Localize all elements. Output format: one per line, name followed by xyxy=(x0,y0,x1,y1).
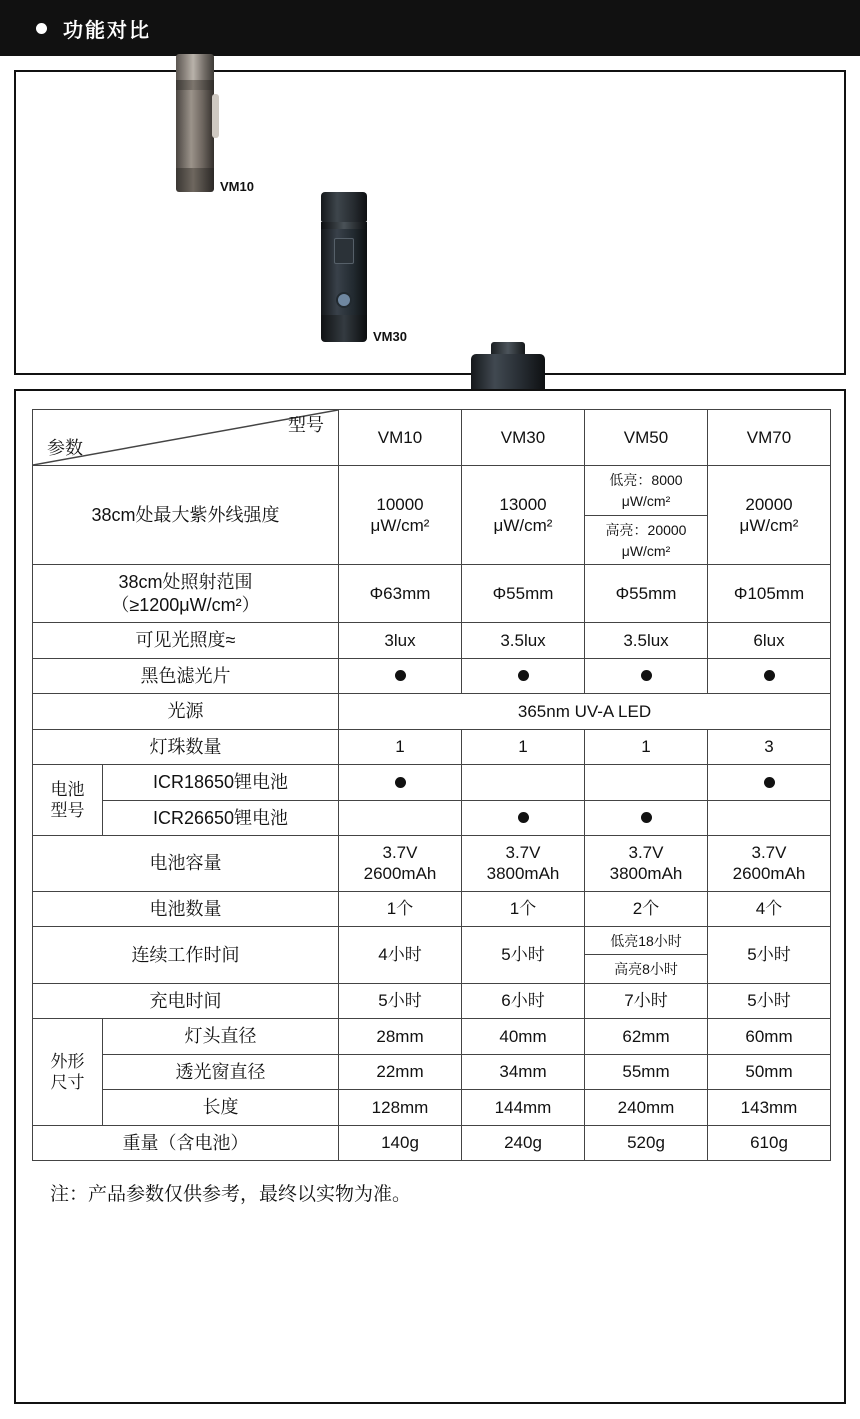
filled-dot-icon xyxy=(395,777,406,788)
page-title: 功能对比 xyxy=(63,19,151,42)
row-label-battery-26650: ICR26650锂电池 xyxy=(103,800,339,836)
cell-beam-range-vm30: Φ55mm xyxy=(462,565,585,623)
filled-dot-icon xyxy=(764,777,775,788)
filled-dot-icon xyxy=(518,812,529,823)
cell-battery-count-vm50: 2个 xyxy=(585,891,708,927)
table-row xyxy=(33,694,831,730)
cell-beam-range-vm50: Φ55mm xyxy=(585,565,708,623)
table-row xyxy=(33,1054,831,1090)
cell-visible-illuminance-vm10: 3lux xyxy=(339,623,462,659)
cell-beam-range-vm10: Φ63mm xyxy=(339,565,462,623)
cell-weight-vm10: 140g xyxy=(339,1125,462,1161)
corner-model-label: 型号 xyxy=(288,415,324,435)
table-row xyxy=(33,466,831,565)
table-row xyxy=(33,765,831,801)
filled-dot-icon xyxy=(764,670,775,681)
cell-battery-count-vm30: 1个 xyxy=(462,891,585,927)
cell-weight-vm30: 240g xyxy=(462,1125,585,1161)
row-group-dimensions: 外形 尺寸 xyxy=(33,1019,103,1126)
table-row xyxy=(33,623,831,659)
table-header-row xyxy=(33,410,831,466)
bullet-dot-icon xyxy=(36,23,47,34)
cell-led-count-vm10: 1 xyxy=(339,729,462,765)
cell-beam-range-vm70: Φ105mm xyxy=(708,565,831,623)
cell-battery-18650-vm10 xyxy=(339,765,462,801)
corner-param-label: 参数 xyxy=(47,437,83,458)
cell-battery-count-vm70: 4个 xyxy=(708,891,831,927)
cell-battery-26650-vm70 xyxy=(708,800,831,836)
row-label-visible-illuminance: 可见光照度≈ xyxy=(33,623,339,659)
cell-length-vm10: 128mm xyxy=(339,1090,462,1126)
cell-visible-illuminance-vm70: 6lux xyxy=(708,623,831,659)
cell-uv-intensity-vm70: 20000 μW/cm² xyxy=(708,466,831,565)
model-header-vm50: VM50 xyxy=(585,410,708,466)
table-row xyxy=(33,565,831,623)
cell-window-diameter-vm10: 22mm xyxy=(339,1054,462,1090)
cell-battery-26650-vm10 xyxy=(339,800,462,836)
cell-head-diameter-vm10: 28mm xyxy=(339,1019,462,1055)
cell-battery-18650-vm50 xyxy=(585,765,708,801)
table-row xyxy=(33,658,831,694)
cell-uv-intensity-vm30: 13000 μW/cm² xyxy=(462,466,585,565)
cell-uv-intensity-vm50: 低亮：8000 μW/cm² 高亮：20000 μW/cm² xyxy=(585,466,708,565)
cell-led-count-vm50: 1 xyxy=(585,729,708,765)
cell-led-count-vm30: 1 xyxy=(462,729,585,765)
model-header-vm10: VM10 xyxy=(339,410,462,466)
row-label-head-diameter: 灯头直径 xyxy=(103,1019,339,1055)
row-label-window-diameter: 透光窗直径 xyxy=(103,1054,339,1090)
cell-black-filter-vm70 xyxy=(708,658,831,694)
table-row xyxy=(33,729,831,765)
filled-dot-icon xyxy=(641,670,652,681)
cell-weight-vm50: 520g xyxy=(585,1125,708,1161)
cell-battery-capacity-vm50: 3.7V 3800mAh xyxy=(585,836,708,892)
row-label-light-source: 光源 xyxy=(33,694,339,730)
row-value-light-source: 365nm UV-A LED xyxy=(339,694,831,730)
section-header xyxy=(0,0,860,56)
product-label-vm10: VM10 xyxy=(220,179,254,194)
cell-battery-count-vm10: 1个 xyxy=(339,891,462,927)
model-header-vm70: VM70 xyxy=(708,410,831,466)
cell-window-diameter-vm50: 55mm xyxy=(585,1054,708,1090)
cell-battery-capacity-vm10: 3.7V 2600mAh xyxy=(339,836,462,892)
cell-battery-capacity-vm30: 3.7V 3800mAh xyxy=(462,836,585,892)
product-image-vm10 xyxy=(176,54,254,194)
cell-battery-26650-vm50 xyxy=(585,800,708,836)
cell-charging-time-vm70: 5小时 xyxy=(708,983,831,1019)
table-row xyxy=(33,1019,831,1055)
cell-charging-time-vm30: 6小时 xyxy=(462,983,585,1019)
row-group-battery-type: 电池 型号 xyxy=(33,765,103,836)
corner-diagonal-cell xyxy=(33,410,339,466)
cell-black-filter-vm10 xyxy=(339,658,462,694)
table-row xyxy=(33,983,831,1019)
row-label-length: 长度 xyxy=(103,1090,339,1126)
cell-runtime-vm70: 5小时 xyxy=(708,927,831,984)
cell-runtime-vm30: 5小时 xyxy=(462,927,585,984)
cell-length-vm30: 144mm xyxy=(462,1090,585,1126)
table-row xyxy=(33,1090,831,1126)
cell-visible-illuminance-vm30: 3.5lux xyxy=(462,623,585,659)
table-row xyxy=(33,800,831,836)
cell-black-filter-vm30 xyxy=(462,658,585,694)
row-label-beam-range: 38cm处照射范围 （≥1200μW/cm²） xyxy=(33,565,339,623)
product-photo-panel xyxy=(14,70,846,375)
table-note: 注：产品参数仅供参考，最终以实物为准。 xyxy=(50,1184,412,1205)
product-label-vm30: VM30 xyxy=(373,329,407,344)
row-label-led-count: 灯珠数量 xyxy=(33,729,339,765)
cell-visible-illuminance-vm50: 3.5lux xyxy=(585,623,708,659)
product-image-vm30 xyxy=(321,192,407,344)
cell-uv-intensity-vm10: 10000 μW/cm² xyxy=(339,466,462,565)
table-row xyxy=(33,927,831,984)
cell-window-diameter-vm30: 34mm xyxy=(462,1054,585,1090)
row-label-battery-capacity: 电池容量 xyxy=(33,836,339,892)
cell-led-count-vm70: 3 xyxy=(708,729,831,765)
filled-dot-icon xyxy=(518,670,529,681)
row-label-battery-18650: ICR18650锂电池 xyxy=(103,765,339,801)
row-label-runtime: 连续工作时间 xyxy=(33,927,339,984)
cell-battery-18650-vm70 xyxy=(708,765,831,801)
cell-runtime-vm50: 低亮18小时 高亮8小时 xyxy=(585,927,708,984)
row-label-weight: 重量（含电池） xyxy=(33,1125,339,1161)
model-header-vm30: VM30 xyxy=(462,410,585,466)
row-label-charging-time: 充电时间 xyxy=(33,983,339,1019)
table-row xyxy=(33,1125,831,1161)
table-row xyxy=(33,836,831,892)
spec-table-panel xyxy=(14,389,846,1404)
cell-length-vm50: 240mm xyxy=(585,1090,708,1126)
cell-length-vm70: 143mm xyxy=(708,1090,831,1126)
row-label-black-filter: 黑色滤光片 xyxy=(33,658,339,694)
table-row xyxy=(33,891,831,927)
cell-head-diameter-vm30: 40mm xyxy=(462,1019,585,1055)
filled-dot-icon xyxy=(395,670,406,681)
cell-battery-capacity-vm70: 3.7V 2600mAh xyxy=(708,836,831,892)
cell-charging-time-vm10: 5小时 xyxy=(339,983,462,1019)
cell-charging-time-vm50: 7小时 xyxy=(585,983,708,1019)
cell-battery-18650-vm30 xyxy=(462,765,585,801)
cell-black-filter-vm50 xyxy=(585,658,708,694)
row-label-uv-intensity: 38cm处最大紫外线强度 xyxy=(33,466,339,565)
cell-head-diameter-vm50: 62mm xyxy=(585,1019,708,1055)
filled-dot-icon xyxy=(641,812,652,823)
cell-battery-26650-vm30 xyxy=(462,800,585,836)
row-label-battery-count: 电池数量 xyxy=(33,891,339,927)
spec-table xyxy=(32,409,831,1161)
cell-weight-vm70: 610g xyxy=(708,1125,831,1161)
cell-head-diameter-vm70: 60mm xyxy=(708,1019,831,1055)
cell-window-diameter-vm70: 50mm xyxy=(708,1054,831,1090)
cell-runtime-vm10: 4小时 xyxy=(339,927,462,984)
